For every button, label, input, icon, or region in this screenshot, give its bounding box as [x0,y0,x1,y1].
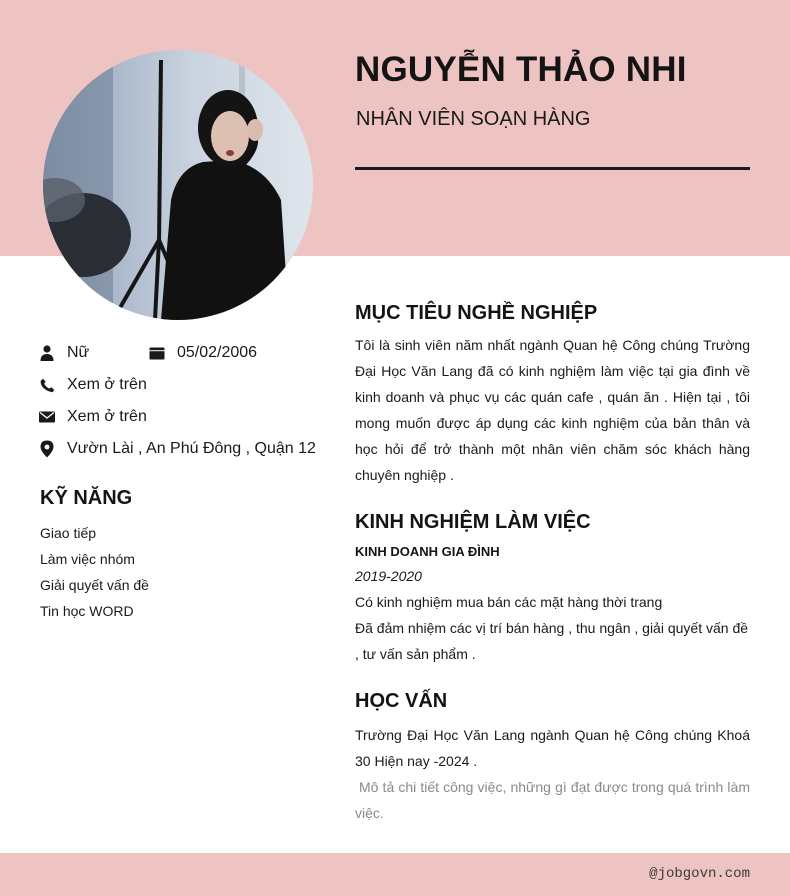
phone-row [38,374,147,396]
job-name: KINH DOANH GIA ĐÌNH [355,544,500,559]
calendar-icon [148,344,166,362]
location-pin-icon [38,440,56,458]
skill-item: Làm việc nhóm [40,551,135,567]
email-row [38,406,147,428]
footer-brand: @jobgovn.com [649,866,750,882]
email-icon [38,408,56,426]
birthday-row [148,342,257,364]
skill-item: Giao tiếp [40,525,97,541]
address-value: Vườn Lài , An Phú Đông , Quận 12 [67,440,316,457]
candidate-name: NGUYỄN THẢO NHI [355,50,687,89]
skill-item: Tin học WORD [40,603,134,619]
skills-heading: KỸ NĂNG [40,487,133,509]
objective-text: Tôi là sinh viên năm nhất ngành Quan hệ Công chúng Trường Đại Học Văn Lang đã có kinh nghiệm làm việc tại gia đình về kinh doanh và phục vụ các quán cafe , quán ăn . Hiện tại , tôi mong muốn được áp dụng các kinh nghiệm của bản thân và học hỏi để trở thành một nhân viên chăm sóc khách hàng chuyên nghiệp . [355,337,750,483]
job-period: 2019-2020 [355,568,422,584]
address-row [38,438,316,460]
skill-item: Giải quyết vấn đề [40,577,149,593]
job-title: NHÂN VIÊN SOẠN HÀNG [356,108,591,130]
birthday-value: 05/02/2006 [177,344,258,361]
skills-list [40,520,149,624]
education-heading: HỌC VẤN [355,690,448,712]
education-description: Mô tả chi tiết công việc, những gì đạt được trong quá trình làm việc. [355,779,750,821]
experience-heading: KINH NGHIỆM LÀM VIỆC [355,511,591,533]
phone-icon [38,376,56,394]
gender-row [38,342,89,364]
experience-line-2: Đã đảm nhiệm các vị trí bán hàng , thu ngân , giải quyết vấn đề , tư vấn sản phẩm . [355,620,749,662]
phone-value: Xem ở trên [67,376,147,393]
person-icon [38,344,56,362]
avatar [43,50,313,320]
education-text: Trường Đại Học Văn Lang ngành Quan hệ Công chúng Khoá 30 Hiện nay -2024 . [355,727,750,769]
gender-value: Nữ [67,344,90,361]
title-divider [355,167,750,170]
email-value: Xem ở trên [67,408,147,425]
profile-photo [43,50,313,320]
objective-heading: MỤC TIÊU NGHỀ NGHIỆP [355,302,598,324]
experience-line-1: Có kinh nghiệm mua bán các mặt hàng thời trang [355,594,663,610]
